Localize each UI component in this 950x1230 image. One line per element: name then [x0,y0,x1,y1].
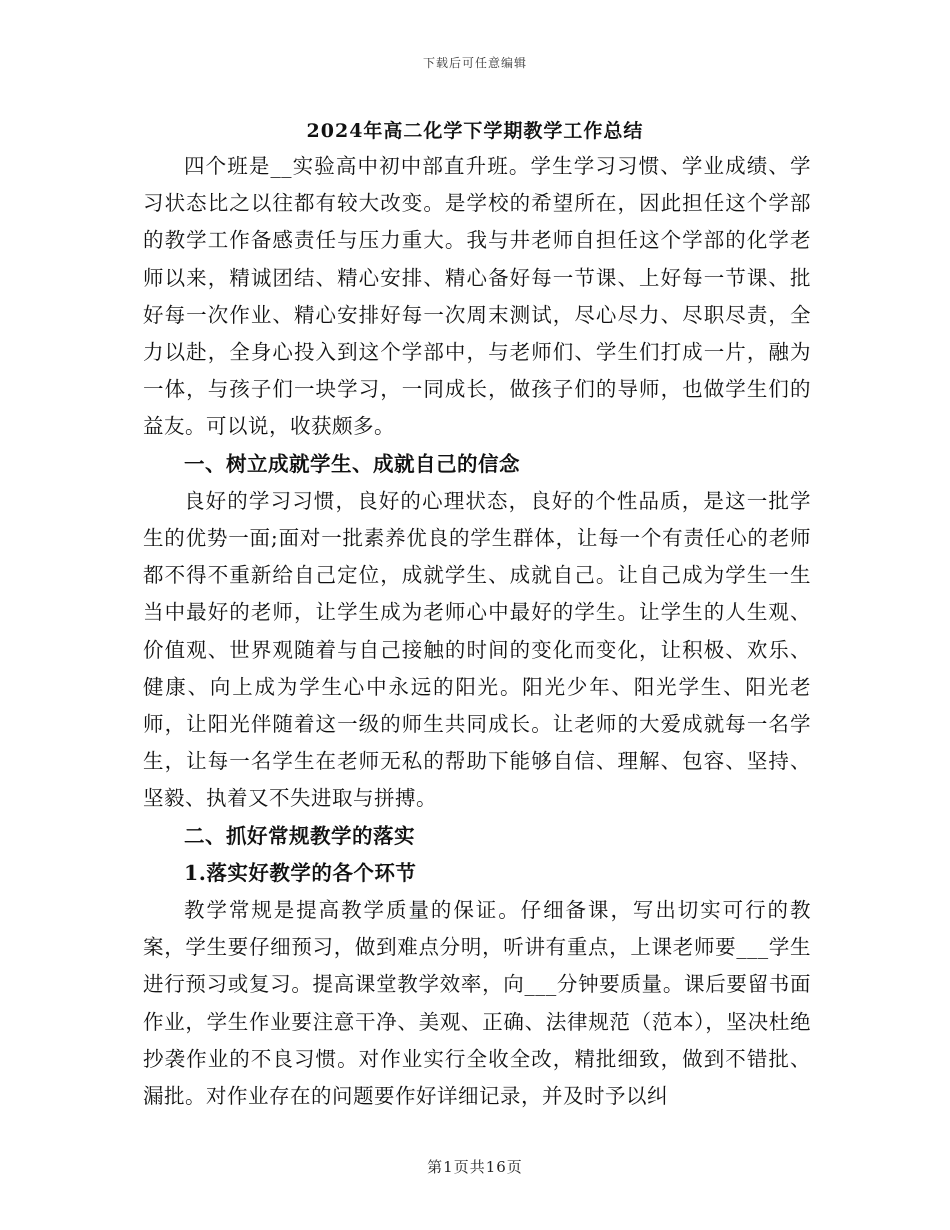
section-1-paragraph: 良好的学习习惯，良好的心理状态，良好的个性品质，是这一批学生的优势一面;面对一批素养优良的学生群体，让每一个有责任心的老师都不得不重新给自己定位，成就学生、成就自己。让自己成为学生一生当中最好的老师，让学生成为老师心中最好的学生。让学生的人生观、价值观、世界观随着与自己接触的时间的变化而变化，让积极、欢乐、健康、向上成为学生心中永远的阳光。阳光少年、阳光学生、阳光老师，让阳光伴随着这一级的师生共同成长。让老师的大爱成就每一名学生，让每一名学生在老师无私的帮助下能够自信、理解、包容、坚持、坚毅、执着又不失进取与拼搏。 [143,488,811,811]
page-footer: 第1页共16页 [427,1158,523,1176]
header-note: 下载后可任意编辑 [422,56,527,70]
section-2-subheading-1: 1.落实好教学的各个环节 [184,860,417,885]
section-1-heading: 一、树立成就学生、成就自己的信念 [184,451,520,476]
document-body [143,148,811,1115]
document-title: 2024年高二化学下学期教学工作总结 [306,120,644,142]
section-2-sub-1-paragraph: 教学常规是提高教学质量的保证。仔细备课，写出切实可行的教案，学生要仔细预习，做到难点分明，听讲有重点，上课老师要___学生进行预习或复习。提高课堂教学效率，向___分钟要质量。课后要留书面作业，学生作业要注意干净、美观、正确、法律规范（范本），坚决杜绝抄袭作业的不良习惯。对作业实行全收全改，精批细致，做到不错批、漏批。对作业存在的问题要作好详细记录，并及时予以纠 [143,898,811,1109]
section-2-heading: 二、抓好常规教学的落实 [184,823,415,848]
intro-paragraph: 四个班是__实验高中初中部直升班。学生学习习惯、学业成绩、学习状态比之以往都有较大改变。是学校的希望所在，因此担任这个学部的教学工作备感责任与压力重大。我与井老师自担任这个学部的化学老师以来，精诚团结、精心安排、精心备好每一节课、上好每一节课、批好每一次作业、精心安排好每一次周末测试，尽心尽力、尽职尽责，全力以赴，全身心投入到这个学部中，与老师们、学生们打成一片，融为一体，与孩子们一块学习，一同成长，做孩子们的导师，也做学生们的益友。可以说，收获颇多。 [143,154,811,439]
